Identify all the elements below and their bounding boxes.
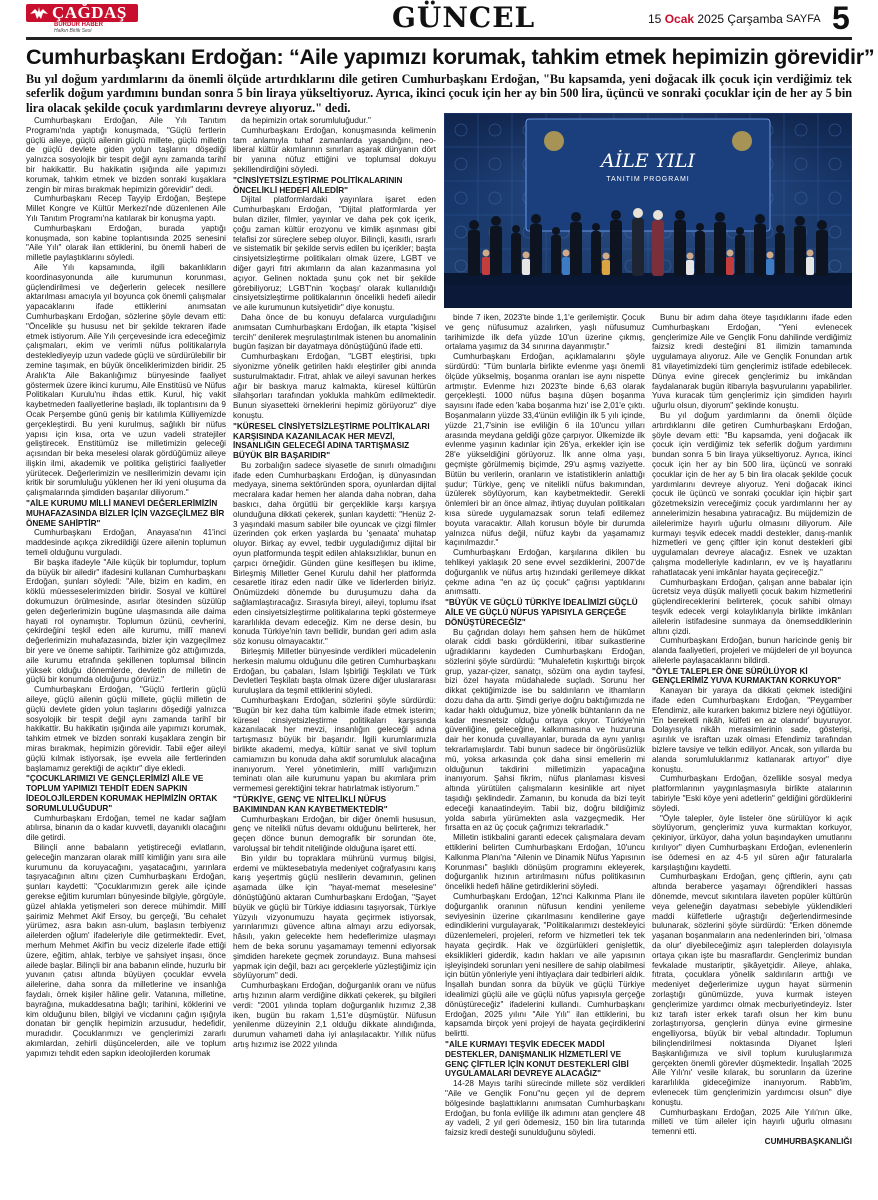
banner-subtitle: TANITIM PROGRAMI xyxy=(606,176,690,183)
ministry-seal-icon xyxy=(732,131,752,151)
subheading: "AİLE KURUMU MİLLİ MANEVİ DEĞERLERİMİZİN MUHAFAZASINDA BİZLER İÇİN VAZGEÇİLMEZ BİR ÖNEME SAHİPTİR" xyxy=(26,499,225,528)
logo-motto: Halkın Birlik Sesi xyxy=(54,28,92,34)
paragraph: Bu çağrıdan dolayı hem şahsen hem de hükûmet olarak ciddi baskı gördüklerini, itibar suikastlerine uğradıklarını kaydeden Cumhurbaşkanı Erdoğan, sözlerini şöyle sürdürdü: "Muhalefetin kışkırttığı birçok grup, yazar-çizer, sanatçı, sözüm ona aydın tayfesi, bizi özel hayata müdahalede suçladı. Sorunu her dikkat çektiğimizde ise bu saldırıların ve ithamların dozu daha da arttı. Şimdi geriye doğru baktığımızda ne kadar haklı olduğumuz, bize yönelik bühtanların da ne kadar mesnetsiz olduğu ortaya çıkıyor. Türkiye'nin güvenliğine, geleceğine, kalkınmasına ve huzuruna dair her konuda çuvallayanlar, burada da aynı yanlışı tekrarlamışlardır. Tabi bunun sadece bir öngörüsüzlük mü, yoksa arkasında çok daha sinsi emellerin mi olduğunun takdirini milletimizin yapacağına inanıyorum. Şahsi fikrim, nüfus planlaması kisvesi altında yürütülen çalışmaların kesinlikle art niyet taşıdığı şeklindedir. Zamanın, bu konuda da bizi teyit edeceği kanaatindeyim. Tabii biz, doğru bildiğimiz yolda sabırla yürümekten asla vazgeçmedik. Her fırsatta en az üç çocuk çağrımızı tekrarladık." xyxy=(445,627,645,833)
newspaper-logo[interactable] xyxy=(26,4,138,32)
subheading: "ÖYLE TALEPLER ÖNE SÜRÜLÜYOR Kİ GENÇLERİMİZ YUVA KURMAKTAN KORKUYOR" xyxy=(652,666,842,686)
header-rule xyxy=(26,37,852,40)
subheading: "CİNSİYETSİZLEŞTİRME POLİTİKALARININ ÖNCELİKLİ HEDEFİ AİLEDİR" xyxy=(233,175,403,195)
article-lead: Bu yıl doğum yardımlarını da önemli ölçüde artırdıklarını dile getiren Cumhurbaşkanı Erdoğan, "Bu kapsamda, yeni doğacak ilk çocuk için verdiğimiz tek seferlik doğum yardımını bundan sonra 5 bin liraya yükseltiyoruz. Ayrıca, ikinci çocuk için her ay bin 500 lira, üçüncü ve sonraki çocuklar için de her ay 5 bin lira olacak şekilde çocuk yardımlarını devreye alıyoruz." dedi. xyxy=(26,72,852,115)
paragraph: Bu zorbalığın sadece siyasetle de sınırlı olmadığını ifade eden Cumhurbaşkanı Erdoğan, iş dünyasından medyaya, sinema sektöründen spora, oyunlardan dijital mecralara kadar hemen her alanda daha nobran, daha baskıcı, daha örgütlü bir gerçeklikle karşı karşıya olunduğuna dikkati çekerek, şunları kaydetti: "Henüz 2-3 yaşındaki masum sabiler bile oyuncak ve çizgi filmler üzerinden çok erken yaşlarda bu 'şenaata' muhatap oluyor. Birkaç ay evvel, tedbir uyguladığımız dijital bir oyun platformunda teşpit edilen ahlaksızlıklar, bunun en çarpıcı örneğidir. Günden güne kesifleşen bu iklime, Birleşmiş Milletler Genel Kurulu dahil her platformda cesaretle itiraz eden nadir ülke ve liderlerden biriyiz. Önümüzdeki dönemde bu duruşumuzu daha da sağlamlaştıracağız. Sırasıyla bireyi, aileyi, toplumu ifsat eden cinsiyetsizleştirme politikalarına tepki göstermeye kararlılıkla devam edeceğiz. Kim ne derse desin, bu konuda Türkiye'nin tavrı bellidir, bundan geri adım asla söz konusu olmayacaktır." xyxy=(233,460,436,647)
date-rest: 2025 Çarşamba xyxy=(697,12,783,26)
paragraph: Bunu bir adım daha öteye taşıdıklarını ifade eden Cumhurbaşkanı Erdoğan, "Yeni evlenecek gençlerimize Aile ve Gençlik Fonu dahilinde verdiğimiz faizsiz kredi desteğini 81 ilimizin tamamında uygulamaya alıyoruz. Aile ve Gençlik Fonundan artık 81 vilayetimizdeki tüm gençlerimiz istifade edebilecek. Dünya evine girecek gençlerimiz bu imkândan faydalanarak bugün itibarıyla başvurularını yapabilirler. Yuva kuracak tüm gençlerimiz için şimdiden hayırlı uğurlu olsun, diyorum" şeklinde konuştu. xyxy=(652,313,852,411)
presidential-seal-icon xyxy=(544,131,564,151)
paragraph: Cumhurbaşkanı Erdoğan, sözlerini şöyle sürdürdü: "Bugün bir kez daha tüm kalbimle ifade etmek isterim; küresel cinsiyetsizleştirme politikaları karşısında kazanılacak her mevzi, insanlığın geleceği adına tartışmasız büyük bir başarıdır. İlgili kurumlarımızla birlikte akademi, medya, kültür sanat ve sivil toplum camiamızın bu konuda daha aktif sorumluluk alacağına inanıyorum. Yerel yönetimlerin, millî varlığımızın teminatı olan aile kurumunu yapan bu akımlara prim vermemesi gerektiğini tekrar hatırlatmak istiyorum." xyxy=(233,696,436,794)
logo-wordmark: ÇAĞDAŞ xyxy=(52,3,127,22)
banner-title: AİLE YILI xyxy=(601,150,695,172)
paragraph: Cumhurbaşkanı Recep Tayyip Erdoğan, Beştepe Millet Kongre ve Kültür Merkezi'nde düzenlenen Aile Yılı Tanıtım Programı'na katılarak bir konuşma yaptı. xyxy=(26,194,226,223)
date-month: Ocak xyxy=(664,12,695,26)
paragraph: da hepimizin ortak sorumluluğudur." xyxy=(241,116,371,125)
article-column-1 xyxy=(26,116,226,1198)
paragraph: Cumhurbaşkanı Erdoğan, çalışan anne babalar için ücretsiz veya düşük maliyetli çocuk bakım hizmetlerini güçlendireceklerini belirterek, çocuk sahibi olmayı teşvik edecek vergi kolaylıklarıyla birlikte imkânları ailelerin istifadesine sunmaya da önemseddiklerinin altını çizdi. xyxy=(652,577,852,636)
paragraph: Daha önce de bu konuyu defalarca vurguladığını anımsatan Cumhurbaşkanı Erdoğan, ilk etapta "kişisel tercih" denilerek meşrulaştırılmak istenen bu anomalinin bugün fașizan bir dayatmaya dönüştüğünü ifade etti. xyxy=(233,312,436,352)
paragraph: 14-28 Mayıs tarihi sürecinde millete söz verdikleri "Aile ve Gençlik Fonu"nu geçen yıl de deprem bölgesinde başlattıklarını anımsatan Cumhurbaşkanı Erdoğan, bu fonla evliliğe ilk adımını atan gençlere 48 ay vadeli, 2 yıl geri ödemesiz, 150 bin lira tutarında faizsiz kredi desteği sunulduğunu söyledi. xyxy=(445,1079,645,1138)
masthead xyxy=(26,2,852,36)
paragraph: Birleşmiş Milletler bünyesinde verdikleri mücadelenin herkesin malumu olduğunu dile getiren Cumhurbaşkanı Erdoğan, bu çabaları, İslam İşbirliği Teşkilatı ve Türk Devletleri Teşkilatı başta olmak üzere diğer uluslararası kuruluşlara da teşmil ettiklerini söyledi. xyxy=(233,647,436,696)
subheading: "AİLE KURMAYI TEŞVİK EDECEK MADDİ DESTEKLER, DANIŞMANLIK HİZMETLERİ VE GENÇ ÇİFTLER İÇİN KONUT DESTEKLERİ GİBİ UYGULAMALARI DEVREYE ALACAĞIZ" xyxy=(445,1039,629,1079)
page-number: 5 xyxy=(832,0,850,36)
date-day: 15 xyxy=(648,12,662,26)
paragraph: Dijital platformlardaki yayınlara işaret eden Cumhurbaşkanı Erdoğan, "Dijital platformlarda yer bulan diziler, filmler, yayınlar ve daha pek çok içerik, çoğu zaman kültür erozyonu ve kimlik aşınması gibi telafisi zor süreçlere sebep oluyor. Bilinçli, kasıtlı, ısrarlı ve sistematik bir şekilde servis edilen bu içerikler; başta cinsiyetsizleştirme politikaları olmak üzere, LGBT ve diğer gayri fıtri akımların da alan kazanmasına yol açıyor. Gelinen noktada şunu çok net bir şekilde görebiliyoruz; LGBT'nin 'koçbaşı' olarak kullanıldığı cinsiyetsizleştirme politikalarının öncelikli hedefi ailedir ve aile kurumunun kutsiyetidir" diye konuştu. xyxy=(233,195,436,313)
paragraph: Cumhurbaşkanı Erdoğan, özellikle sosyal medya platformlarının yaygınlaşmasıyla birlikte atalarının tabiriyle "Eski köye yeni adetlerin" geldiğini gördüklerini söyledi. xyxy=(652,774,852,813)
paragraph: Cumhurbaşkanı Erdoğan, "Güçlü fertlerin güçlü aileye, güçlü ailenin güçlü millete, güçlü milletin de güçlü devlete giden yolun taşlarını döşediği yalnızca sosyolojik bir tespit değil aynı zamanda tarihî bir hakikattir. Bu hakikatin ışığında aile yapımızı korumak, tahkim etmek ve bizden sonraki kuşaklara zengin bir miras bırakmak, hepimizin görevidir. Tabii eğer aileyi güçlü kılmak istiyorsak, işe evvela aile fertlerinden başlamamız gerektiği de açıktır" diye ekledi. xyxy=(26,685,226,773)
subheading: "BÜYÜK VE GÜÇLÜ TÜRKİYE İDEALİMİZİ GÜÇLÜ AİLE VE GÜÇLÜ NÜFUS YAPISIYLA GERÇEĞE DÖNÜŞTÜRECEĞİZ" xyxy=(445,598,638,627)
paragraph: Cumhurbaşkanı Erdoğan, konuşmasında kelimenin tam anlamıyla tuhaf zamanlarda yaşandığını, neo-liberal kültür akımlarının sınırları aşarak dünyanın dört bir yanına nüfuz ettiğini ve toplumsal dokuyu şekillendirdiğini söyledi. xyxy=(233,125,436,174)
article-column-3 xyxy=(445,313,645,1198)
page-label: SAYFA xyxy=(786,13,821,25)
paragraph: Cumhurbaşkanı Erdoğan, karşılarına dikilen bu tehlikeyi yaklaşık 20 sene evvel sezdiklerini, 2007'de doğurganlık ve nüfus artış hızındaki gerilemeye dikkat çekme adına "en az üç çocuk" çağrısı yaptıklarını anımsattı. xyxy=(445,548,645,597)
paragraph: Milletin istikbalini garanti edecek çalışmalara devam ettiklerini belirten Cumhurbaşkanı Erdoğan, 10'uncu Kalkınma Planı'na "Ailenin ve Dinamik Nüfus Yapısının Korunması" başlıklı dönüşüm programını ekleyerek, doğurganlık hızının artırılmasını nüfus politikasının öncelikli hedefi hâline getirdiklerini söyledi. xyxy=(445,833,645,892)
paragraph: Cumhurbaşkanı Erdoğan, Aile Yılı Tanıtım Programı'nda yaptığı konuşmada, "Güçlü fertlerin güçlü aileye, güçlü ailenin güçlü millete, güçlü milletin de güçlü devlete giden yolun taşlarını döşediği yalnızca sosyolojik bir tespit değil aynı zamanda tarihî bir hakikattir. Bu hakikatin ışığında aile yapımızı korumak, tahkim etmek ve bizden sonraki kuşaklara zengin bir miras bırakmak hepimizin görevidir" dedi. xyxy=(26,116,226,194)
paragraph: Cumhurbaşkanı Erdoğan, bir diğer önemli hususun, genç ve nitelikli nüfus devamı olduğunu belirterek, her geçen dönce bunun demografik bir sorundan öte, varoluşsal bir tehdit niteliğinde olduğuna işaret etti. xyxy=(233,814,436,853)
paragraph: Kanayan bir yaraya da dikkati çekmek istediğini ifade eden Cumhurbaşkanı Erdoğan, "Peygamber Efendimiz, aile kurarken bakımız bizlere neyi öğütlüyor. 'En bereketli nikâh, külfeti en az olanıdır' buyuruyor. Dolayısıyla nikâh merasimlerinin sade, gösterişi, aşırılık ve israftan uzak olması Efendimiz tarafından bizlere tavsiye ve telkin ediliyor. Ancak, son yıllarda bu alanda sorumluluklarımız katlanarak artıyor" diye konuştu. xyxy=(652,686,852,774)
issue-date xyxy=(648,11,783,27)
paragraph: Cumhurbaşkanı Erdoğan, genç çiftlerin, aynı çatı altında beraberce yaşamayı öğrendikleri hassas dönemde, mevcut sıkıntılara ilaveten popüler kültürün veya geleneğin dayatması sebebiyle yüklendikleri maddi külfetlerle uğraştığı değerlendirmesinde bulunarak, sözlerini şöyle sürdürdü: "Erken dönemde yaşanan boşanmaların ana nedenlerinden biri, 'olmasa da olur' diyebileceğimiz aşırı taleplerden dolayısıyla ortaya çıkan işte bu masraflardır. Gençlerimiz bundan fevkalade mustariptir, şikâyetçidir. Aileye, ahlaka, fıtrata, çocuklara yönelik saldırıların arttığı ve medeniyet değerlerimize uygun hayat sürmenin zorlaştığı günümüzde, yuva kurmak isteyen gençlerimize yardımcı olmak mecburiyetindeyiz. İster kız tarafı ister erkek tarafı olsun her kim bunu zorlaştırıyorsa, gençlerin dünya evine girmesine engelliyorsa, büyük bir vebal altındadır. Toplumun bilinçlendirilmesi noktasında Diyanet İşleri Başkanlığımıza ve sivil toplum kuruluşlarımıza gerçekten önemli görevler düşmektedir. İnşallah '2025 Aile Yılı'nı' vesile kılarak, bu sorunların da üzerine kararlılıkla gideceğimize inanıyorum. Rabb'im, evlenecek tüm gençlerimizin yardımcısı olsun" diye konuştu. xyxy=(652,872,852,1107)
paragraph: Aile Yılı kapsamında, ilgili bakanlıkların koordinasyonunda aile kurumunun korunması, güçlendirilmesi ve değerlerin gelecek nesillere aktarılması amacıyla yıl boyunca çok önemli çalışmalar yapacaklarını ifade ettiklerini anımsatan Cumhurbaşkanı Erdoğan, sözlerine şöyle devam etti: "Öncelikle şu hususu net bir şekilde tekraren ifade etmek istiyorum. Aile Yılı çerçevesinde icra edeceğimiz çalışmaları, ekim ve verimli nüfus politikalarıyla desteklediyeyip uzun vadede güçlü ve sürdürülebilir bir zemine taşımak, en büyük önceliklerimizden biridir. 25 Aralık'ta Aile Bakanlığımız bünyesinde faaliyet göstermek üzere ikinci kurumu, Aile Enstitüsü ve Nüfus Politikaları Kurulu'nu ihdas ettik. Kurul, hiç vakit kaybetmeden faaliyetlerine başladı, ilk toplantısını da 9 Ocak Perşembe günü geniş bir katılımla Külliyemizde gerçekleştirdi. Bu yeni kurulmuş, sağlıklı bir nüfus yapısı için kısa, orta ve uzun vadeli stratejiler geliştirecek. Enstitümüz ise milletimizin geleceği açısından bir beka meselesi olarak gördüğümüz aileye ilişkin ilmi, akademik ve politika geliştirici faaliyetler yürütecek. Değerlerimizin ve nesillerimizin devamı için kritik bir sorumluluğu yüklenen her iki yeni oluşuma da çalışmalarında şimdiden başarılar diliyorum." xyxy=(26,262,226,498)
paragraph: Cumhurbaşkanı Erdoğan, "LGBT eleştirisi, tıpkı siyonizme yönelik getirilen haklı eleştiriler gibi anında susturulmaktadır. Fıtrat, ahlak ve aileyi savunan herkes ağır bir baskıya maruz kalmakta, küresel kültürün silahşorları tarafından yoklukla mahkûm edilmektedir. Bunun siyasetteki örneklerini hepimiz görüyoruz" diye konuştu. xyxy=(233,352,436,420)
byline-source: CUMHURBAŞKANLIĞI xyxy=(764,1136,852,1146)
paragraph: Cumhurbaşkanı Erdoğan, temel ne kadar sağlam atılırsa, binanın da o kadar kuvvetli, dayanıklı olacağını dile getirdi. xyxy=(26,813,226,843)
article-column-2 xyxy=(233,116,436,1198)
stage-floor xyxy=(444,285,852,308)
paragraph: Cumhurbaşkanı Erdoğan, doğurganlık oranı ve nüfus artış hızının alarm verdiğine dikkati çekerek, şu bilgileri verdi: "2001 yılında toplam doğurganlık hızımız 2,38 iken, bugün bu rakam 1,51'e düşmüştür. Nüfusun yenilenme düzeyinin 2,1 olduğu dikkate alındığında, durumun vahameti daha iyi anlaşılacaktır. Yıllık nüfus artış hızımız ise 2022 yılında xyxy=(233,981,436,1049)
paragraph: Bin yıldır bu topraklara mührünü vurmuş bilgisi, erdemi ve müktesebatıyla medeniyet coğrafyasını karış karış yeşertmiş güçlü neslilerin devamının, gelinen aşamada ülke için "hayat-memat meselesine" dönüştüğünü aktaran Cumhurbaşkanı Erdoğan, "Şayet büyük ve güçlü bir Türkiye iddiasını taşıyorsak, Türkiye Yüzyılı vizyonumuzu hayata geçirmek istiyorsak, yarınlarımızı güvence altına almayı arzu ediyorsak, hâsılı, yakın gelecekte hem hedeflerimize ulaşmayı hem de beka sorunu yaşamamayı temenni ediyorsak şimdiden harekete geçmek zorundayız. Buna mahsesi yapmak için değil, bazı acı gerçeklerle yüzleştiğimiz için söylüyorum" dedi. xyxy=(233,853,436,981)
paragraph: Cumhurbaşkanı Erdoğan, burada yaptığı konuşmada, son kabine toplantısında 2025 senesini "Aile Yılı" olarak ilan ettiklerini, bu önemli haberi de milletle paylaştıklarını söyledi. xyxy=(26,223,226,263)
logo-strapline: BURDUR HABER xyxy=(54,22,103,28)
event-photo-scene xyxy=(444,113,852,308)
paragraph: Bilinçli anne babaların yetiştireceği evlatların, geleceğin manzaran olarak millî kimliğin yanı sıra aile kurumunu da koruyacağını, yaşatacağını, yarınlara taşıyacağının altını çizen Cumhurbaşkanı Erdoğan, şunları kaydetti: "Çocuklarımızın gerek aile içinde gerekse eğitim kurumları bünyesinde bilgiyle, görgüyle, güzel ahlakla yetişmeleri son derece mühimdir. Millî şairimiz Mehmet Akif Ersoy, bu gerçeği, 'Bu cehalet yürümez, asra bakın asrı-ulum, başlasın terbiyenız ailelerden oğlum' ifadeleriyle dile getirmektedir. Evet, merhum Mehmet Akif'in bu veciz dizelerle ifade ettiği üzere, eğitim, ahlak, terbiye ve şahsiyet inşası, önce ailede başlar. Bilinçli bir ana babanın elinde, huzurlu bir yuvanın çatısı altında büyüyen çocuklar evvela ailelerine, daha sonra da milletlerine ve insanlığa faydalı, örnek kişiler hâline gelir. Vatanına, milletine, bayrağına, mukaddesatına bağlı; tarihini, köklerini ve kim olduğunu bilen, bilgiyi ve vicdanını çağın ışığıyla donatan bir gençlik hepimizin arzusudur, hedefidir, muradıdır. Çocuklarımızı ve gençlerimizi zararlı akımlardan, zehirli düşüncelerden, aile ve toplum yapımızı tehdit eden sapkın ideolojilerden korumak xyxy=(26,842,226,1058)
paragraph: Cumhurbaşkanı Erdoğan, bunun haricinde geniş bir alanda faaliyetleri, projeleri ve müjdeleri de yıl boyunca ailelerle paylaşacaklarını bildirdi. xyxy=(652,636,852,665)
subheading: "ÇOCUKLARIMIZI VE GENÇLERİMİZİ AİLE VE TOPLUM YAPIMIZI TEHDİT EDEN SAPKIN İDEOLOJİLERDEN KORUMAK HEPİMİZİN ORTAK SORUMLULUĞUDUR" xyxy=(26,774,218,813)
eagle-emblem-icon xyxy=(29,5,49,21)
section-title: GÜNCEL xyxy=(392,1,536,34)
paragraph: "Öyle talepler, öyle listeler öne sürülüyor ki açık söylüyorum, gençlerimiz yuva kurmaktan korkuyor, çekiniyor, ürküyor, daha yolun başındayken umutlarını kırılıyor" diyen Cumhurbaşkanı Erdoğan, evlenenlerin ise ödemesi en az 4-5 yıl süren ağır faturalarla karşılaştığını kaydetti. xyxy=(652,813,852,872)
paragraph: Bir başka ifadeyle "Aile küçük bir toplumdur, toplum da büyük bir ailedir" ifadesini kullanan Cumhurbaşkanı Erdoğan, şunları söyledi: "Aile, bizim en kadim, en köklü müesseselerimizden biridir. Sosyal ve kültürel dokumuzun örülmesinde, asırlar ötesinden süzülüp gelen değerlerimizin bugüne ulaşmasında aile daima hayati rol oynamıştır. Toplumun özünü, cevherini, çekirdeğini teşkil eden aile kurumu, millî manevi değerlerimizin muhafazasında, bizler için vazgeçilmez bir yere ve öneme sahiptir. Tarihimize göz attığımızda, aile kurumu etrafında şekillenen toplumsal bilincin yüksek olduğu dönemlerde, devletin de milletin de güçlü bir konumda olduğunu görürüz." xyxy=(26,557,226,685)
paragraph: Cumhurbaşkanı Erdoğan, 2025 Aile Yılı'nın ülke, milleti ve tüm aileler için hayırlı uğurlu olmasını temenni etti. xyxy=(652,1107,852,1137)
paragraph: Cumhurbaşkanı Erdoğan, açıklamalarını şöyle sürdürdü: "Tüm bunlarla birlikte evlenme yaşı önemli ölçüde yükselmiş, boşanma oranları ise aynı nispette artmıştır. Evlenme hızı 2023'te binde 6,63 olarak gerçekleşti. 1000 nüfus başına düşen boşanma sayısını ifade eden 'kaba boşanma hızı' ise 2,01'e çıktı. Boşanmaların yüzde 33,4'ünün evliliğin ilk 5 yılı içinde, yüzde 21,7'sinin ise evliliğin 6 ila 10'uncu yılları arasında meydana geldiği göze çarpıyor. Ülkemizde ilk evlenme yaşının kadınlar için 26'ya, erkekler için ise 28'e yükseldiğini görüyoruz. İlk anne olma yaşı, geçmişte görülmemiş biçimde, 29'u aşmış vaziyette. Bütün bu verilerin, oranların ve istatistiklerin anlattığı şudur; Türkiye, genç ve nitelikli nüfus bakımından, üzülerek söylüyorum, kan kaybetmektedir. Gerekli önlemleri bir an önce almaz, ihtiyaç duyulan politikaları kısa sürede uygulamazsak sorun telafi edilemez boyuta varacaktır. Allah korusun böyle bir durumda yalnızca nüfus değil, nüfuz kaybı da yaşamamız kaçınılmazdır." xyxy=(445,352,645,548)
article-headline: Cumhurbaşkanı Erdoğan: “Aile yapımızı korumak, tahkim etmek hepimizin görevidir” xyxy=(26,44,875,69)
article-column-4 xyxy=(652,313,852,1198)
paragraph: Bu yıl doğum yardımlarını da önemli ölçüde artırdıklarını dile getiren Cumhurbaşkanı Erdoğan, şöyle devam etti: "Bu kapsamda, yeni doğacak ilk çocuk için verdiğimiz tek seferlik doğum yardımını bundan sonra 5 bin liraya yükseltiyoruz. Ayrıca, ikinci çocuk için her ay bin 500 lira, üçüncü ve sonraki çocuklar için de her ay 5 bin lira olacak şekilde çocuk yardımlarını devreye alıyoruz. Yeni doğacak ikinci çocuk ile üçüncü ve sonraki çocuklar için hiçbir şart gözetmeksizin vereceğimiz çocuk yardımlarını her ay annelerimizin hesabına yatıracağız. Bu müjdemizin de ailelerimize hayırlı uğurlu olmasını diliyorum. Aile kurmayı teşvik edecek maddi destekler, danış-manlık hizmetleri ve genç çiftler için konut destekleri gibi uygulamaları devreye alacağız. Esnek ve uzaktan çalışma modelleriyle kadınların, ev ve iş hayatlarını rahatlatacak yeni imkânlar hayata geçireceğiz." xyxy=(652,410,852,577)
paragraph: binde 7 iken, 2023'te binde 1,1'e gerilemiştir. Çocuk ve genç nüfusumuz azalırken, yaşlı nüfusumuz tarihimizde ilk defa yüzde 10'un üzerine çıkmış, ortalama yaşımız da 34 sınırına dayanmıştır." xyxy=(445,313,645,352)
subheading: "TÜRKİYE, GENÇ VE NİTELİKLİ NÜFUS BAKIMINDAN KAN KAYBETMEKTEDİR" xyxy=(233,794,388,814)
event-photo[interactable] xyxy=(444,113,852,308)
paragraph: Cumhurbaşkanı Erdoğan, Anayasa'nın 41'inci maddesinde açıkça zikredildiği üzere ailenin toplumun temeli olduğunu vurguladı. xyxy=(26,528,226,558)
stage-screen xyxy=(526,119,770,231)
paragraph: Cumhurbaşkanı Erdoğan, 12'nci Kalkınma Planı ile doğurganlık oranının nüfusun kendini yenileme seviyesinin üzerine çıkarılmasını kendilerine gaye edindiklerini vurgulayarak, "Politikalarımızı destekleyici düzenlemeleri, projeleri, reform ve hizmetleri tek tek hayata geçirdik. Hak ve özgürlükleri genişlettik, eksiklikleri giderdik, kadın hakları ve aile yapısının işleyişindeki sorunları yeni nesillere de sahip olabilmesi için bütün yönleriyle yeni ihtiyaçlara dair tedbirleri aldık. İnşallah bundan sonra da büyük ve güçlü Türkiye idealimizi güçlü aile ve güçlü nüfus yapısıyla gerçeğe dönüştüreceğiz" ifadelerini kullandı. Cumhurbaşkanı Erdoğan, 2025 yılını "Aile Yılı" ilan ettiklerini, bu kapsamda birçok yeni projeyi de hayata geçirdiklerini belirtti. xyxy=(445,892,645,1039)
subheading: "KÜRESEL CİNSİYETSİZLEŞTİRME POLİTİKALARI KARŞISINDA KAZANILACAK HER MEVZİ, İNSANLIĞIN GELECEĞİ ADINA TARTIŞMASIZ BÜYÜK BİR BAŞARIDIR" xyxy=(233,421,430,461)
